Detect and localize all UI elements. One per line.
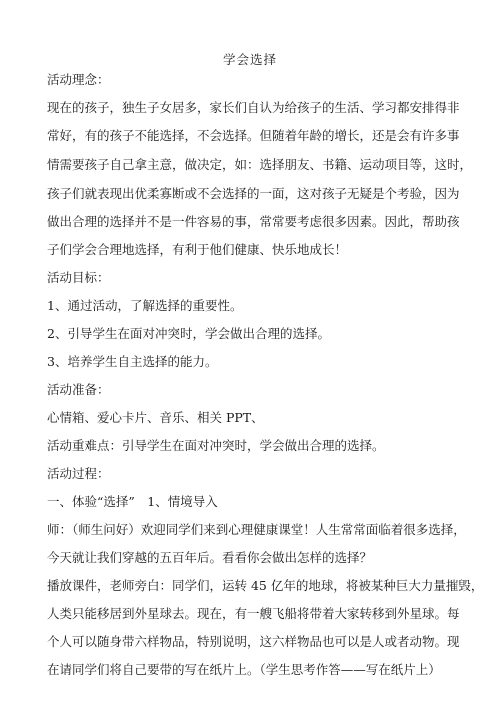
paragraph-line: 播放课件，老师旁白：同学们，运转 45 亿年的地球，将被某种巨大力量摧毁， bbox=[47, 578, 484, 593]
section-heading-difficulty: 活动重难点：引导学生在面对冲突时，学会做出合理的选择。 bbox=[47, 438, 385, 453]
section-heading-goals: 活动目标： bbox=[47, 270, 110, 285]
list-item: 1、通过活动，了解选择的重要性。 bbox=[47, 298, 243, 313]
paragraph-line: 心情箱、爱心卡片、音乐、相关 PPT、 bbox=[47, 410, 264, 425]
document-title: 学会选择 bbox=[222, 52, 277, 67]
paragraph-line: 今天就让我们穿越的五百年后。看看你会做出怎样的选择？ bbox=[47, 550, 373, 565]
paragraph-line: 个人可以随身带六样物品，特别说明，这六样物品也可以是人或者动物。现 bbox=[47, 634, 460, 649]
section-heading-concept: 活动理念： bbox=[47, 72, 110, 87]
list-item: 2、引导学生在面对冲突时，学会做出合理的选择。 bbox=[47, 326, 330, 341]
paragraph-line: 在请同学们将自己要带的写在纸片上。（学生思考作答——写在纸片上） bbox=[47, 662, 441, 677]
paragraph-line: 现在的孩子，独生子女居多，家长们自认为给孩子的生活、学习都安排得非 bbox=[47, 100, 460, 115]
paragraph-line: 做出合理的选择并不是一件容易的事，常常要考虑很多因素。因此，帮助孩 bbox=[47, 214, 460, 229]
paragraph-line: 情需要孩子自己拿主意，做决定，如：选择朋友、书籍、运动项目等，这时， bbox=[47, 157, 473, 172]
paragraph-line: 孩子们就表现出优柔寡断或不会选择的一面，这对孩子无疑是个考验，因为 bbox=[47, 186, 460, 201]
section-heading-process: 活动过程： bbox=[47, 466, 110, 481]
section-heading-preparation: 活动准备： bbox=[47, 382, 110, 397]
paragraph-line: 师：（师生问好）欢迎同学们来到心理健康课堂！人生常常面临着很多选择， bbox=[47, 522, 466, 537]
paragraph-line: 人类只能移居到外星球去。现在，有一艘飞船将带着大家转移到外星球。每 bbox=[47, 606, 460, 621]
paragraph-line: 子们学会合理地选择，有利于他们健康、快乐地成长！ bbox=[47, 242, 348, 257]
list-item: 3、培养学生自主选择的能力。 bbox=[47, 354, 218, 369]
paragraph-line: 常好，有的孩子不能选择，不会选择。但随着年龄的增长，还是会有许多事 bbox=[47, 128, 460, 143]
subsection-heading: 一、体验“选择” 1、情境导入 bbox=[47, 494, 218, 509]
